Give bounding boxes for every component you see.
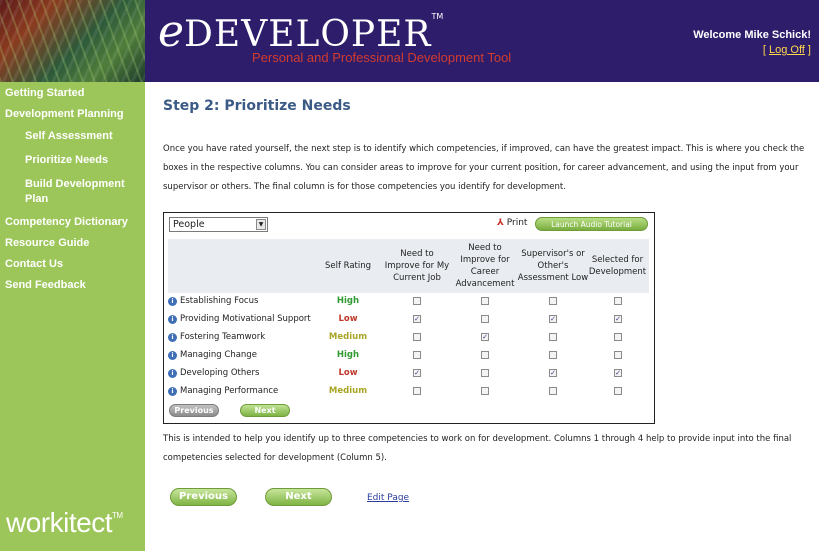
checkbox-column-4[interactable]: ✓ [615,369,621,377]
checkbox-column-1[interactable]: ✓ [414,315,420,323]
info-icon[interactable]: i [168,333,177,342]
checkbox-column-3[interactable] [549,387,557,395]
table-header [168,239,649,293]
info-icon[interactable]: i [168,369,177,378]
launch-audio-tutorial-button[interactable]: Launch Audio Tutorial [535,217,648,231]
info-icon[interactable]: i [168,297,177,306]
competency-name: Developing Others [180,368,260,378]
next-button[interactable]: Next [265,488,332,506]
self-rating-value: Medium [328,386,368,396]
self-rating-value: Low [338,314,358,324]
logo-letter-e: e [158,6,185,57]
header-self-rating: Self Rating [324,261,372,271]
checkbox-column-2[interactable]: ✓ [482,333,488,341]
sidebar-item-getting-started[interactable]: Getting Started [5,87,85,99]
main-content [163,82,813,468]
checkbox-column-2[interactable] [481,387,489,395]
welcome-area [693,28,811,58]
logo-wordmark: DEVELOPER [184,14,432,55]
workitect-logo [6,507,123,539]
self-rating-value: High [336,350,360,360]
tagline: Personal and Professional Development Tool [252,50,512,65]
checkbox-column-3[interactable]: ✓ [550,369,556,377]
sidebar-item-development-planning[interactable]: Development Planning [5,108,124,120]
header-career-advancement: Need to Improve for Career Advancement [455,243,515,289]
brand-trademark: TM [111,511,123,520]
sidebar-item-resource-guide[interactable]: Resource Guide [5,237,90,249]
panel-next-button[interactable]: Next [240,404,290,417]
checkbox-column-4[interactable] [614,297,622,305]
checkbox-column-2[interactable] [481,351,489,359]
edeveloper-logo [158,6,443,56]
checkbox-column-2[interactable] [481,315,489,323]
table-row [168,312,649,330]
competency-name: Fostering Teamwork [180,332,266,342]
info-icon[interactable]: i [168,351,177,360]
self-rating-value: High [336,296,360,306]
checkbox-column-2[interactable] [481,369,489,377]
edit-page-link[interactable]: Edit Page [367,493,410,503]
checkbox-column-3[interactable] [549,333,557,341]
logo-trademark: TM [431,12,444,21]
header-current-job: Need to Improve for My Current Job [384,249,450,283]
table-row [168,384,649,402]
checkbox-column-4[interactable] [614,351,622,359]
dropdown-arrow-icon[interactable]: ▼ [256,219,266,230]
table-row [168,366,649,384]
competency-name: Providing Motivational Support [180,314,311,324]
category-select-value: People [173,219,205,230]
sidebar-item-send-feedback[interactable]: Send Feedback [5,279,86,291]
print-button[interactable] [497,218,527,228]
print-label: Print [506,218,528,228]
previous-button[interactable]: Previous [170,488,237,506]
header-selected-development: Selected for Development [588,255,647,277]
logoff-bracket-open: [ [762,44,769,56]
table-row [168,330,649,348]
panel-previous-button[interactable]: Previous [169,404,219,417]
competency-name: Managing Change [180,350,257,360]
sidebar-item-competency-dictionary[interactable]: Competency Dictionary [5,216,128,228]
checkbox-column-4[interactable]: ✓ [615,315,621,323]
checkbox-column-1[interactable] [413,387,421,395]
pdf-icon: ⅄ [497,218,504,228]
competency-name: Establishing Focus [180,296,259,306]
page-title: Step 2: Prioritize Needs [163,98,351,114]
self-rating-value: Medium [328,332,368,342]
table-row [168,348,649,366]
checkbox-column-2[interactable] [481,297,489,305]
sidebar-item-build-development-plan[interactable]: Build Development Plan [25,178,125,205]
sidebar-item-prioritize-needs[interactable]: Prioritize Needs [25,154,109,166]
header-supervisor-assessment: Supervisor's or Other's Assessment Low [517,249,589,283]
competency-name: Managing Performance [180,386,279,396]
header-photo [0,0,145,82]
checkbox-column-3[interactable]: ✓ [550,315,556,323]
sidebar-item-self-assessment[interactable]: Self Assessment [25,130,113,142]
welcome-message: Welcome Mike Schick! [693,29,811,41]
info-icon[interactable]: i [168,315,177,324]
self-rating-value: Low [338,368,358,378]
checkbox-column-4[interactable] [614,387,622,395]
intro-paragraph: Once you have rated yourself, the next step is to identify which competencies, if improved, can have the greatest impact. This is where you check the boxes in the respective columns. You can consider areas to improve for your current position, for career advancement, and using the input from your supervisor or others. The final column is for those competencies you identify for development. [163,144,805,192]
brand-wordmark: workitect [6,507,112,538]
logoff-link[interactable]: Log Off [768,44,805,56]
competency-rows [168,294,649,402]
checkbox-column-1[interactable] [413,351,421,359]
sidebar [0,82,145,551]
checkbox-column-1[interactable]: ✓ [414,369,420,377]
sidebar-nav [0,82,145,291]
checkbox-column-1[interactable] [413,297,421,305]
logoff-bracket-close: ] [804,44,811,56]
header-banner [0,0,819,82]
logoff-line [693,43,811,58]
outro-paragraph: This is intended to help you identify up to three competencies to work on for development. Columns 1 through 4 help to provide input into the final competencies selected for development (Column 5). [163,434,792,463]
checkbox-column-4[interactable] [614,333,622,341]
checkbox-column-3[interactable] [549,297,557,305]
prioritize-panel [163,212,655,424]
checkbox-column-1[interactable] [413,333,421,341]
checkbox-column-3[interactable] [549,351,557,359]
sidebar-item-contact-us[interactable]: Contact Us [5,258,64,270]
info-icon[interactable]: i [168,387,177,396]
table-row [168,294,649,312]
category-select[interactable] [169,217,268,232]
